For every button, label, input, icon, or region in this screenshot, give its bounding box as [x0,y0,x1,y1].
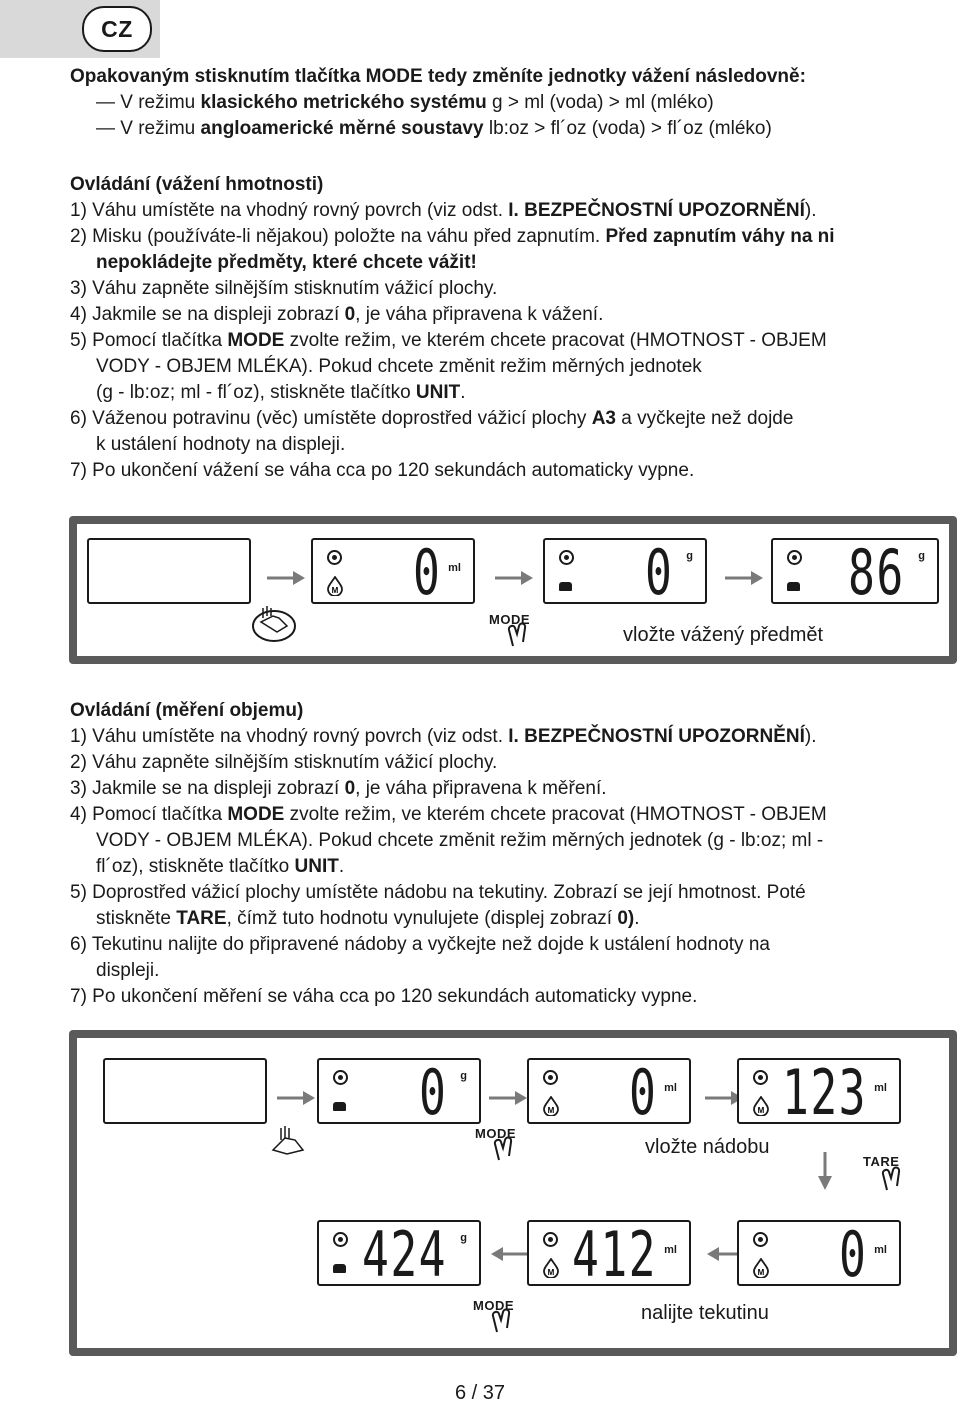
lcd-weight-424 [317,1218,481,1291]
intro-line-metric [70,90,950,116]
text: . [338,856,345,877]
hand-press-icon [249,602,299,644]
arrow-right-icon [495,568,535,588]
milk-drop-icon [542,1096,560,1116]
volume-step-4 [70,802,950,828]
text: 3) Jakmile se na displeji zobrazí [70,778,345,799]
intro-heading: Opakovaným stisknutím tlačítka MODE tedy změníte jednotky vážení následovně: [70,66,806,87]
lcd-digits: 412 [572,1218,657,1291]
mode-button-label: MODE [475,1126,516,1141]
stable-indicator-icon [333,1070,348,1085]
text: , čímž tuto hodnotu vynulujete (displej zobrazí [226,908,618,929]
text: . [460,382,466,403]
volume-diagram [69,1030,957,1356]
milk-drop-icon [752,1258,770,1278]
text: , je váha připravena k měření. [355,778,607,799]
stable-indicator-icon [327,550,342,565]
lcd-weight-zero [317,1056,481,1129]
text: 1) Váhu umístěte na vhodný rovný povrch (viz odst. [70,200,509,221]
text: stiskněte [96,908,177,929]
svg-text:M: M [331,586,339,595]
text: , je váha připravena k vážení. [355,304,604,325]
lcd-volume-zero-tared [737,1218,901,1291]
lcd-volume-zero [311,536,475,609]
text-bold: 0 [344,304,356,325]
weighing-step-5-line2: VODY - OBJEM MLÉKA). Pokud chcete změnit režim měrných jednotek [96,356,702,377]
text: 1) Váhu umístěte na vhodný rovný povrch (viz odst. [70,726,509,747]
text: — V režimu [96,118,201,139]
lcd-unit: g [918,550,925,562]
milk-drop-icon [752,1096,770,1116]
weighing-section [70,172,950,484]
milk-drop-icon [326,576,344,596]
lcd-digits: 424 [362,1218,447,1291]
lcd-unit: g [460,1070,467,1082]
lcd-unit: g [460,1232,467,1244]
weighing-step-6 [70,406,950,432]
arrow-right-icon [267,568,307,588]
stable-indicator-icon [787,550,802,565]
weighing-step-6-line2: k ustálení hodnoty na displeji. [96,434,346,455]
stable-indicator-icon [543,1070,558,1085]
weighing-step-2-cont: nepokládejte předměty, které chcete vážit! [96,252,477,273]
text: lb:oz > fl´oz (voda) > fl´oz (mléko) [483,118,772,139]
language-badge: CZ [82,6,152,52]
weighing-diagram [69,516,957,664]
volume-step-4-line2: VODY - OBJEM MLÉKA). Pokud chcete změnit režim měrných jednotek (g - lb:oz; ml - [96,830,824,851]
lcd-digits: 123 [782,1056,867,1129]
text-bold: TARE [176,908,227,929]
lcd-unit: ml [874,1244,887,1256]
volume-step-1 [70,724,950,750]
lcd-digits: 0 [418,1056,447,1129]
weighing-step-3: 3) Váhu zapněte silnějším stisknutím vážicí plochy. [70,278,498,299]
lcd-blank [87,538,251,604]
weighing-step-5-line3 [70,380,950,406]
stable-indicator-icon [559,550,574,565]
weighing-step-2 [70,224,950,250]
lcd-unit: ml [664,1244,677,1256]
weighing-diagram-inner [77,524,949,656]
lcd-unit: ml [874,1082,887,1094]
text: zvolte režim, ve kterém chcete pracovat (HMOTNOST - OBJEM [284,330,827,351]
volume-step-5-line2 [70,906,950,932]
text-bold: MODE [227,804,285,825]
tare-button-label: TARE [863,1154,900,1169]
arrow-right-icon [277,1088,317,1108]
svg-text:M: M [757,1268,765,1277]
lcd-volume-123 [737,1056,901,1129]
text-bold: Před zapnutím váhy na ni [605,226,835,247]
text: — V režimu [96,92,201,113]
weighing-step-7: 7) Po ukončení vážení se váha cca po 120 sekundách automaticky vypne. [70,460,695,481]
text: g > ml (voda) > ml (mléko) [486,92,714,113]
weight-icon [559,582,572,591]
weighing-step-1 [70,198,950,224]
text: 4) Jakmile se na displeji zobrazí [70,304,345,325]
lcd-digits: 0 [412,536,441,609]
volume-step-4-line3 [70,854,950,880]
caption-place-container: vložte nádobu [645,1136,770,1158]
volume-step-7: 7) Po ukončení měření se váha cca po 120 sekundách automaticky vypne. [70,986,698,1007]
volume-diagram-inner [77,1038,949,1348]
svg-text:M: M [757,1106,765,1115]
text: 4) Pomocí tlačítka [70,804,228,825]
finger-press-icon [489,1304,515,1334]
text: zvolte režim, ve kterém chcete pracovat (HMOTNOST - OBJEM [284,804,827,825]
hand-press-icon [267,1120,317,1162]
lcd-volume-zero [527,1056,691,1129]
lcd-weight-86 [771,536,939,609]
stable-indicator-icon [753,1232,768,1247]
finger-press-icon [879,1162,905,1192]
mode-button-label: MODE [473,1298,514,1313]
milk-drop-icon [542,1258,560,1278]
text: 6) Váženou potravinu (věc) umístěte doprostřed vážicí plochy [70,408,592,429]
text-bold: 0) [617,908,635,929]
lcd-digits: 0 [628,1056,657,1129]
text-bold: I. BEZPEČNOSTNÍ UPOZORNĚNÍ [508,726,805,747]
volume-step-5: 5) Doprostřed vážicí plochy umístěte nádobu na tekutiny. Zobrazí se její hmotnost. Poté [70,882,806,903]
lcd-weight-zero [543,536,707,609]
language-tab [0,0,160,58]
arrow-right-icon [725,568,765,588]
weighing-step-4 [70,302,950,328]
mode-button-label: MODE [489,612,530,627]
volume-step-6: 6) Tekutinu nalijte do připravené nádoby a vyčkejte než dojde k ustálení hodnoty na [70,934,770,955]
weighing-heading: Ovládání (vážení hmotnosti) [70,174,324,195]
lcd-blank [103,1058,267,1124]
text: ). [804,200,817,221]
arrow-right-icon [489,1088,529,1108]
weighing-step-5 [70,328,950,354]
text: fl´oz), stiskněte tlačítko [96,856,295,877]
caption-pour-liquid: nalijte tekutinu [641,1302,769,1324]
volume-step-3 [70,776,950,802]
text-bold: A3 [591,408,616,429]
page-number: 6 / 37 [454,1382,506,1404]
svg-text:M: M [547,1268,555,1277]
text-bold: I. BEZPEČNOSTNÍ UPOZORNĚNÍ [508,200,805,221]
intro-line-imperial [70,116,950,142]
text-bold: UNIT [415,382,461,403]
arrow-down-icon [815,1152,835,1192]
intro-section [70,64,950,142]
svg-text:M: M [547,1106,555,1115]
lcd-digits: 86 [848,536,905,609]
volume-step-2: 2) Váhu zapněte silnějším stisknutím vážicí plochy. [70,752,498,773]
lcd-digits: 0 [838,1218,867,1291]
text-bold: klasického metrického systému [200,92,487,113]
caption-place-item: vložte vážený předmět [623,624,824,646]
lcd-digits: 0 [644,536,673,609]
text: 2) Misku (používáte-li nějakou) položte na váhu před zapnutím. [70,226,606,247]
stable-indicator-icon [753,1070,768,1085]
text-bold: 0 [344,778,356,799]
text-bold: UNIT [294,856,339,877]
finger-press-icon [505,618,531,648]
weight-icon [333,1102,346,1111]
lcd-unit: ml [448,562,461,574]
text: 5) Pomocí tlačítka [70,330,228,351]
weight-icon [787,582,800,591]
finger-press-icon [491,1132,517,1162]
text: ). [804,726,817,747]
volume-section [70,698,950,1010]
lcd-unit: ml [664,1082,677,1094]
volume-heading: Ovládání (měření objemu) [70,700,304,721]
text: . [634,908,640,929]
lcd-unit: g [686,550,693,562]
lcd-volume-412 [527,1218,691,1291]
stable-indicator-icon [333,1232,348,1247]
weight-icon [333,1264,346,1273]
text-bold: MODE [227,330,285,351]
arrow-left-icon [489,1244,529,1264]
text-bold: angloamerické měrné soustavy [200,118,484,139]
volume-step-6-line2: displeji. [96,960,160,981]
text: (g - lb:oz; ml - fl´oz), stiskněte tlačítko [96,382,416,403]
stable-indicator-icon [543,1232,558,1247]
text: a vyčkejte než dojde [616,408,794,429]
